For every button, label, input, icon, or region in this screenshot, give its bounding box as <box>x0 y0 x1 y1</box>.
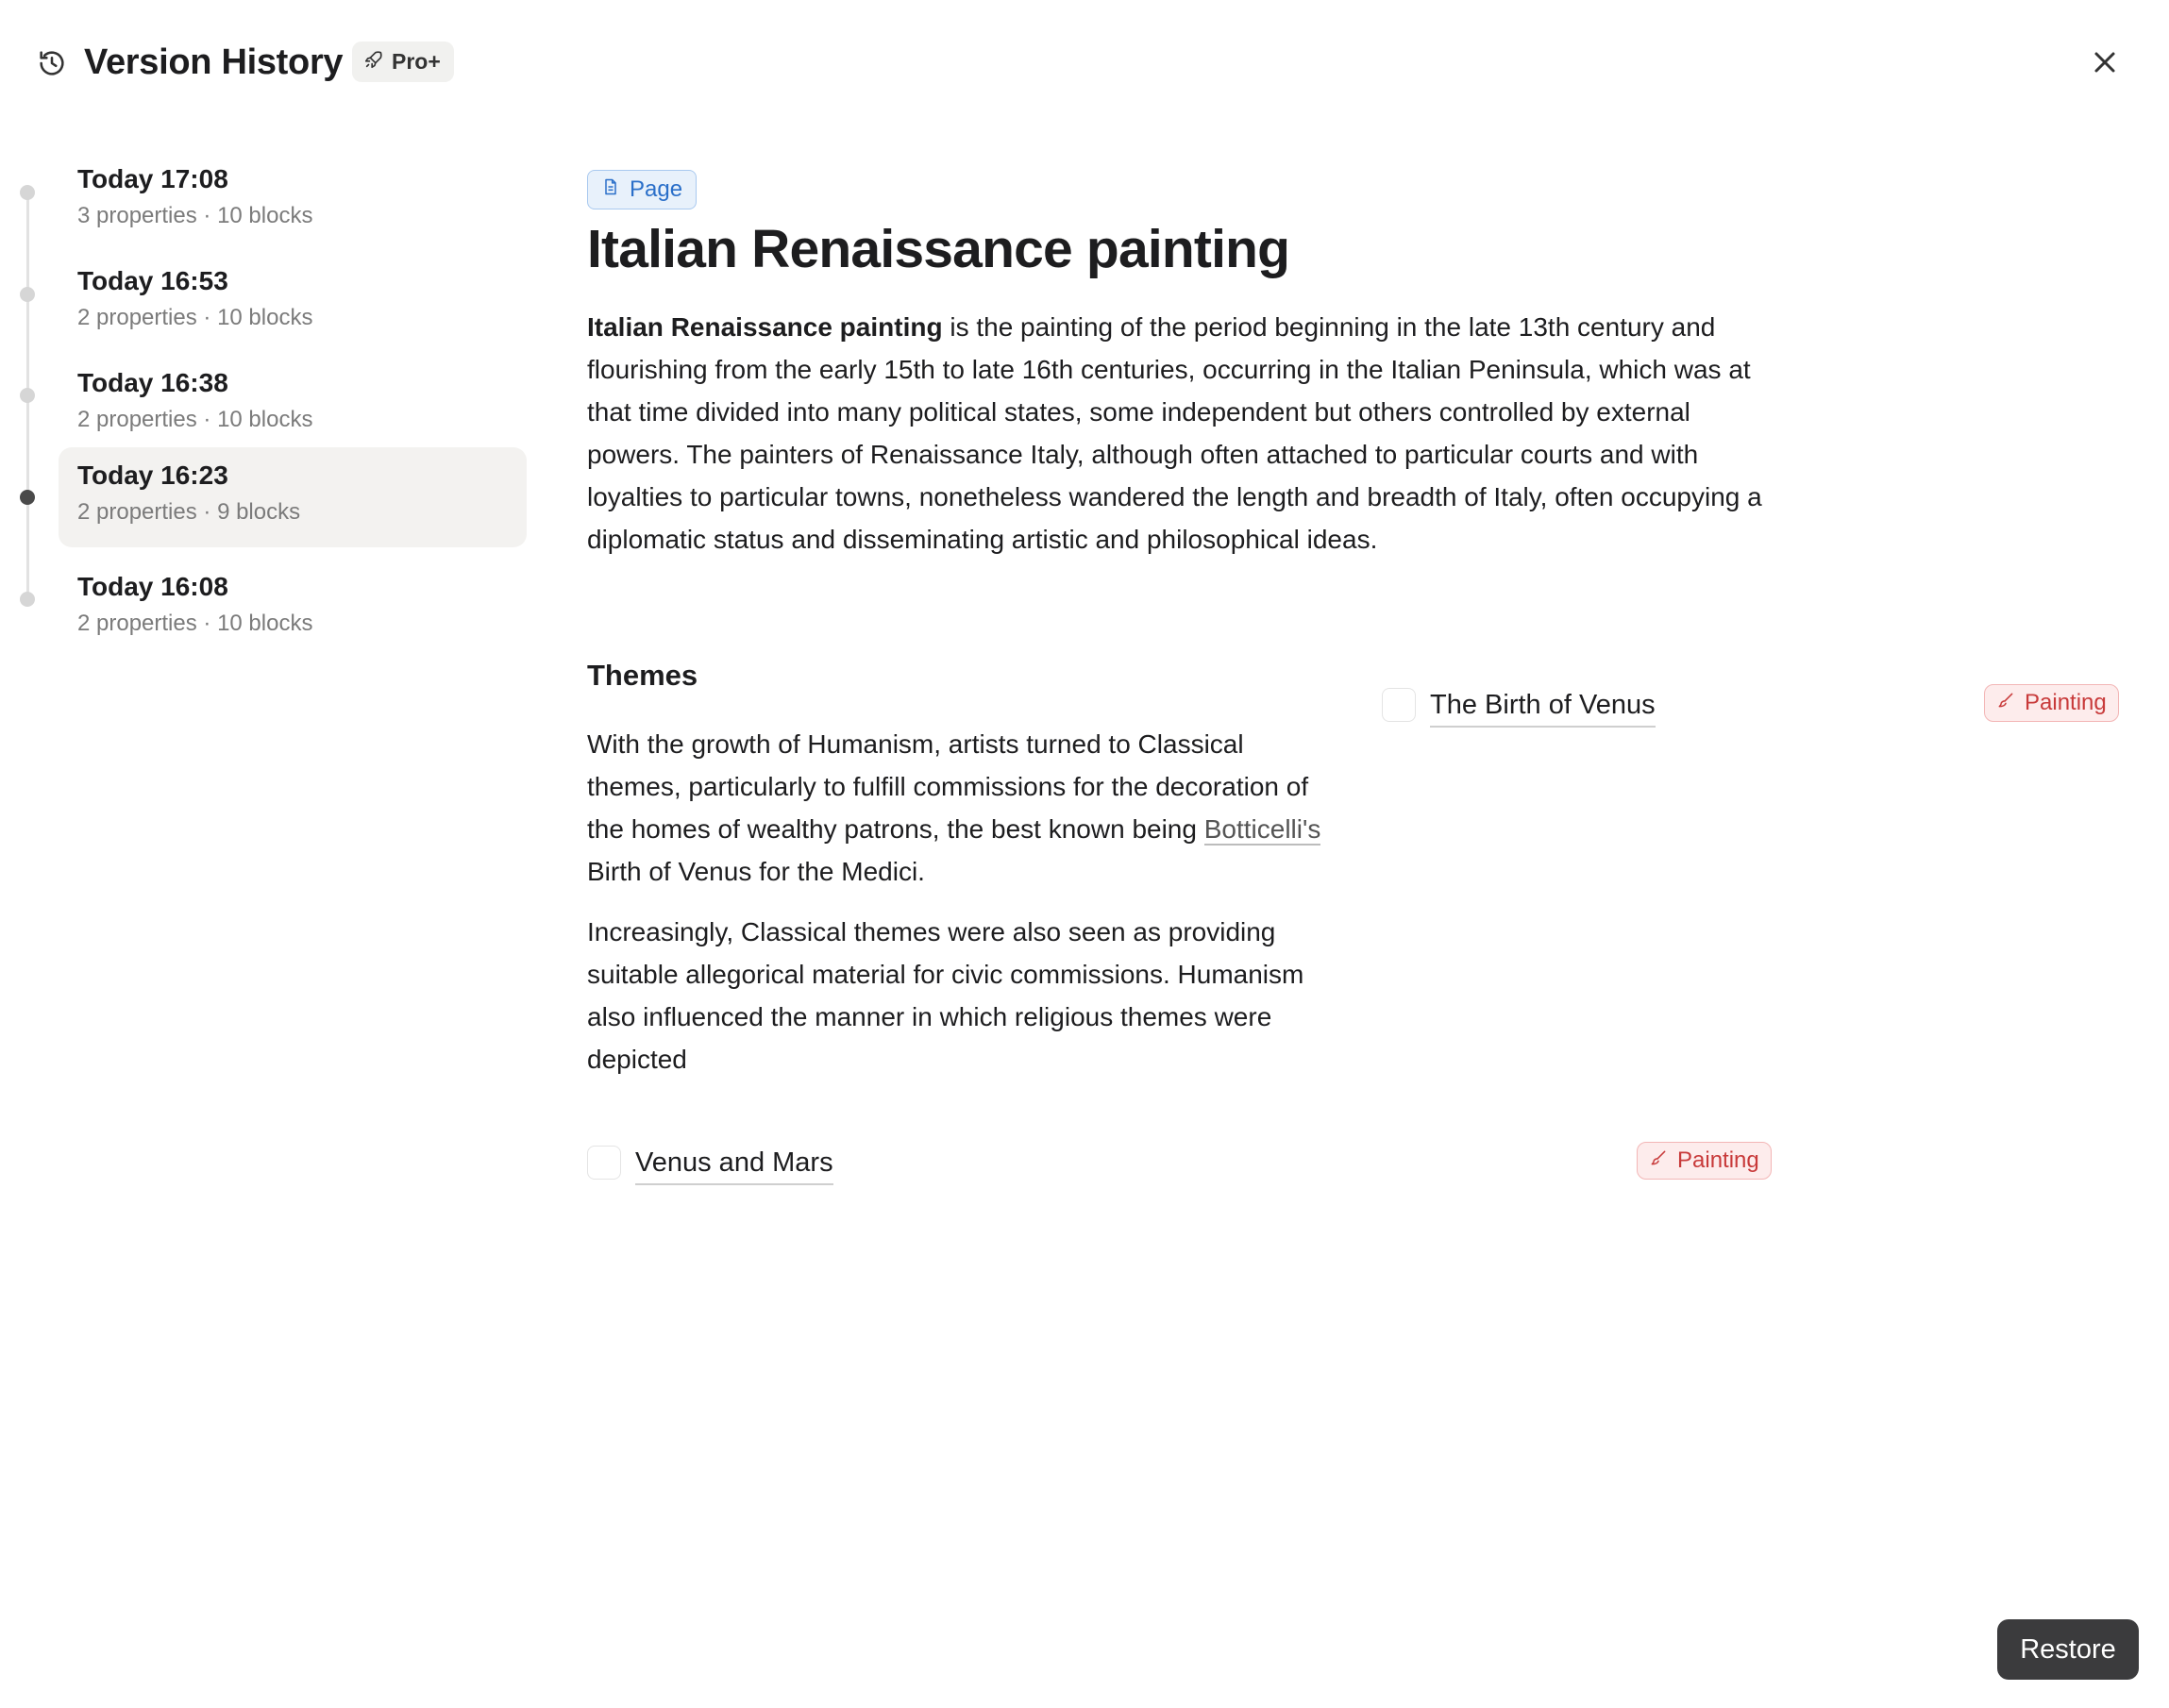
version-item[interactable] <box>59 151 527 251</box>
intro-text: is the painting of the period beginning in the late 13th century and flourishing from the early 15th to late 16th centuries, occurring in the Italian Peninsula, which was at that time divided into many political states, some independent but others controlled by external powers. The painters of Renaissance Italy, although often attached to particular courts and with loyalties to particular towns, nonetheless wandered the length and breadth of Italy, often occupying a diplomatic status and disseminating artistic and philosophical ideas. <box>587 312 1762 554</box>
paragraph-text: With the growth of Humanism, artists turned to Classical themes, particularly to fulfill commissions for the decoration of the homes of wealthy patrons, the best known being <box>587 729 1309 844</box>
timeline-dot <box>20 185 35 200</box>
card-title-link[interactable]: The Birth of Venus <box>1430 684 1656 728</box>
close-icon <box>2088 67 2122 83</box>
version-meta: 2 properties · 10 blocks <box>77 407 313 432</box>
page-icon <box>601 176 630 203</box>
timeline-dot-active <box>20 490 35 505</box>
page-title: Italian Renaissance painting <box>587 219 1290 279</box>
section-heading: Themes <box>587 659 698 692</box>
version-item[interactable] <box>59 559 527 659</box>
version-item-selected[interactable] <box>59 447 527 547</box>
version-meta: 3 properties · 10 blocks <box>77 203 313 228</box>
pro-badge-label: Pro+ <box>392 49 441 74</box>
version-item[interactable] <box>59 355 527 455</box>
version-time: Today 17:08 <box>77 164 228 193</box>
themes-paragraph-2: Increasingly, Classical themes were also seen as providing suitable allegorical material for civic commissions. Humanism also influenced the manner in which religious themes were depicted <box>587 917 1304 1074</box>
brush-icon <box>1649 1147 1677 1174</box>
brush-icon <box>1996 690 2025 716</box>
version-meta: 2 properties · 10 blocks <box>77 305 313 330</box>
dialog-header <box>0 0 2169 123</box>
timeline-dot <box>20 388 35 403</box>
version-time: Today 16:53 <box>77 266 228 295</box>
dialog-title: Version History <box>84 42 344 82</box>
history-icon <box>36 47 68 79</box>
paragraph-text: Birth of Venus for the Medici. <box>587 857 925 886</box>
restore-button[interactable]: Restore <box>1997 1619 2139 1680</box>
rocket-icon <box>363 49 392 75</box>
version-time: Today 16:38 <box>77 368 228 397</box>
version-item[interactable] <box>59 253 527 353</box>
linked-page-card <box>587 1142 1342 1183</box>
version-meta: 2 properties · 10 blocks <box>77 611 313 636</box>
timeline-dot <box>20 287 35 302</box>
version-time: Today 16:08 <box>77 572 228 601</box>
painting-tag <box>1984 684 2119 722</box>
card-title-link[interactable]: Venus and Mars <box>635 1142 833 1185</box>
botticelli-link[interactable]: Botticelli's <box>1203 814 1321 844</box>
intro-bold-term: Italian Renaissance painting <box>587 312 943 342</box>
page-chip-label: Page <box>630 176 683 202</box>
intro-paragraph <box>587 306 1776 561</box>
painting-tag <box>1637 1142 1772 1180</box>
card-checkbox[interactable] <box>587 1146 621 1180</box>
pro-plan-badge <box>352 42 454 82</box>
version-time: Today 16:23 <box>77 460 228 490</box>
tag-label: Painting <box>1677 1147 1759 1173</box>
page-type-chip <box>587 170 697 209</box>
timeline-dot <box>20 592 35 607</box>
themes-paragraph-1 <box>587 723 1333 893</box>
tag-label: Painting <box>2025 690 2107 715</box>
close-button[interactable] <box>2088 45 2122 79</box>
version-meta: 2 properties · 9 blocks <box>77 499 301 525</box>
card-checkbox[interactable] <box>1382 688 1416 722</box>
